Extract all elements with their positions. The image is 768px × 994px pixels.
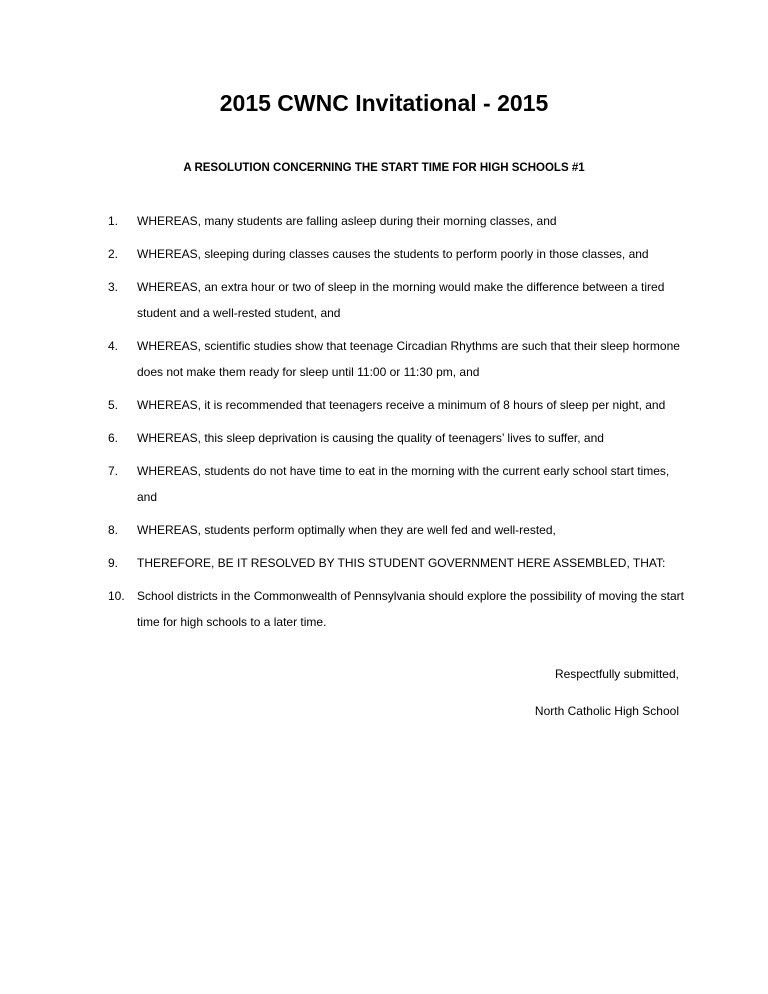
clause-list xyxy=(108,208,688,642)
clause-7 xyxy=(108,458,688,510)
clause-text: THEREFORE, BE IT RESOLVED BY THIS STUDENT GOVERNMENT HERE ASSEMBLED, THAT: xyxy=(137,556,666,570)
clause-number: 6. xyxy=(108,431,119,445)
clause-number: 2. xyxy=(108,247,119,261)
clause-number: 5. xyxy=(108,398,119,412)
closing-text: Respectfully submitted, xyxy=(554,667,679,681)
clause-10 xyxy=(108,583,688,635)
clause-1 xyxy=(108,208,688,234)
clause-number: 10. xyxy=(108,589,125,603)
clause-9 xyxy=(108,550,688,576)
clause-number: 8. xyxy=(108,523,119,537)
clause-text: WHEREAS, an extra hour or two of sleep in the morning would make the difference between a tired student and a well-rested student, and xyxy=(137,280,665,320)
clause-text: WHEREAS, sleeping during classes causes the students to perform poorly in those classes, and xyxy=(137,247,649,261)
clause-text: WHEREAS, students perform optimally when they are well fed and well-rested, xyxy=(137,523,556,537)
clause-8 xyxy=(108,517,688,543)
clause-number: 9. xyxy=(108,556,119,570)
clause-text: WHEREAS, many students are falling asleep during their morning classes, and xyxy=(137,214,557,228)
clause-number: 4. xyxy=(108,339,119,353)
clause-4 xyxy=(108,333,688,385)
clause-number: 3. xyxy=(108,280,119,294)
submitter-name: North Catholic High School xyxy=(534,704,679,718)
clause-text: WHEREAS, scientific studies show that teenage Circadian Rhythms are such that their sleep hormone does not make them ready for sleep until 11:00 or 11:30 pm, and xyxy=(137,339,680,379)
clause-5 xyxy=(108,392,688,418)
clause-number: 7. xyxy=(108,464,119,478)
clause-text: WHEREAS, it is recommended that teenagers receive a minimum of 8 hours of sleep per night, and xyxy=(137,398,666,412)
clause-text: School districts in the Commonwealth of Pennsylvania should explore the possibility of moving the start time for high schools to a later time. xyxy=(137,589,684,629)
resolution-subtitle: A RESOLUTION CONCERNING THE START TIME FOR HIGH SCHOOLS #1 xyxy=(183,162,585,174)
clause-text: WHEREAS, students do not have time to eat in the morning with the current early school start times, and xyxy=(137,464,670,504)
clause-text: WHEREAS, this sleep deprivation is causing the quality of teenagers’ lives to suffer, and xyxy=(137,431,604,445)
clause-6 xyxy=(108,425,688,451)
clause-number: 1. xyxy=(108,214,119,228)
document-title: 2015 CWNC Invitational - 2015 xyxy=(219,90,549,116)
clause-2 xyxy=(108,241,688,267)
clause-3 xyxy=(108,274,688,326)
